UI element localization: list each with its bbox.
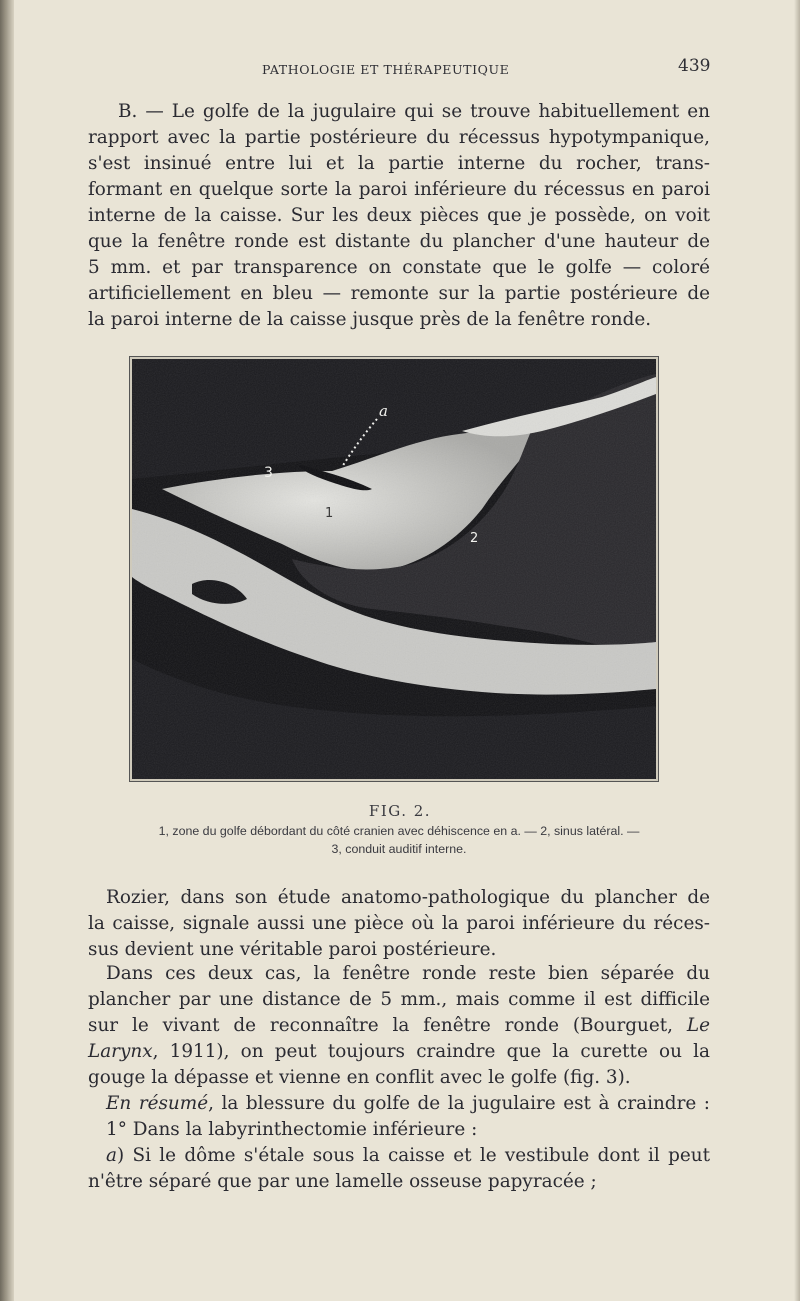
text-line: Rozier, dans son étude anatomo-pathologique du plancher de (106, 887, 710, 908)
text-segment: , la blessure du golfe de la jugulaire est à craindre : (208, 1093, 710, 1114)
text-line: n'être séparé que par une lamelle osseuse papyracée ; (88, 1171, 597, 1192)
figure-label: FIG. 2. (368, 802, 432, 820)
text-line: la caisse, signale aussi une pièce où la paroi inférieure du réces- (88, 913, 710, 934)
text-line: s'est insinué entre lui et la partie interne du rocher, trans- (88, 153, 710, 174)
text-line: que la fenêtre ronde est distante du plancher d'une hauteur de (88, 231, 710, 252)
marker-3: 3 (264, 465, 273, 481)
marker-1: 1 (325, 506, 334, 521)
text-line (88, 1143, 710, 1169)
text-line: sus devient une véritable paroi postérieure. (88, 939, 497, 960)
list-marker: a (106, 1145, 117, 1166)
text-line (88, 1091, 710, 1117)
photograph-rendering (132, 359, 656, 779)
page-number: 439 (678, 56, 711, 76)
photo-grain (132, 359, 656, 779)
paragraph-golfe-jugulaire (88, 99, 710, 333)
caption-line: 1, zone du golfe débordant du côté cranien avec déhiscence en a. — 2, sinus latéral. — (158, 824, 640, 838)
journal-title-part: Le (686, 1015, 710, 1036)
text-line: la paroi interne de la caisse jusque près de la fenêtre ronde. (88, 309, 652, 330)
text-line: formant en quelque sorte la paroi inférieure du récessus en paroi (88, 179, 710, 200)
text-line: gouge la dépasse et vienne en conflit avec le golfe (fig. 3). (88, 1067, 631, 1088)
page-right-edge-shadow (794, 0, 800, 1301)
text-line: interne de la caisse. Sur les deux pièces que je possède, on voit (88, 205, 710, 226)
summary-heading: En résumé (106, 1093, 209, 1114)
figure-caption (88, 822, 710, 858)
caption-line: 3, conduit auditif interne. (331, 842, 467, 856)
text-line (88, 1039, 710, 1065)
paragraph-rozier (88, 885, 710, 963)
text-line: Dans ces deux cas, la fenêtre ronde reste bien séparée du (106, 963, 710, 984)
text-line: 5 mm. et par transparence on constate que le golfe — coloré (88, 257, 710, 278)
text-line: plancher par une distance de 5 mm., mais comme il est difficile (88, 989, 710, 1010)
journal-title-part: Larynx (88, 1041, 153, 1062)
anatomical-photograph (130, 357, 658, 781)
page-left-edge-shadow (0, 0, 14, 1301)
text-segment: , 1911), on peut toujours craindre que la curette ou la (152, 1041, 710, 1062)
text-line: artificiellement en bleu — remonte sur la partie postérieure de (88, 283, 710, 304)
paragraph-conclusion (88, 961, 710, 1195)
text-line (88, 1013, 710, 1039)
text-segment: sur le vivant de reconnaître la fenêtre ronde (Bourguet, (88, 1015, 687, 1036)
text-line: rapport avec la partie postérieure du récessus hypotympanique, (88, 127, 710, 148)
marker-a: a (379, 402, 388, 420)
running-title: PATHOLOGIE ET THÉRAPEUTIQUE (262, 62, 510, 77)
marker-2: 2 (470, 531, 479, 546)
text-line: 1° Dans la labyrinthectomie inférieure : (106, 1119, 478, 1140)
text-segment: ) Si le dôme s'étale sous la caisse et le vestibule dont il peut (116, 1145, 710, 1166)
text-line: B. — Le golfe de la jugulaire qui se trouve habituellement en (118, 101, 710, 122)
